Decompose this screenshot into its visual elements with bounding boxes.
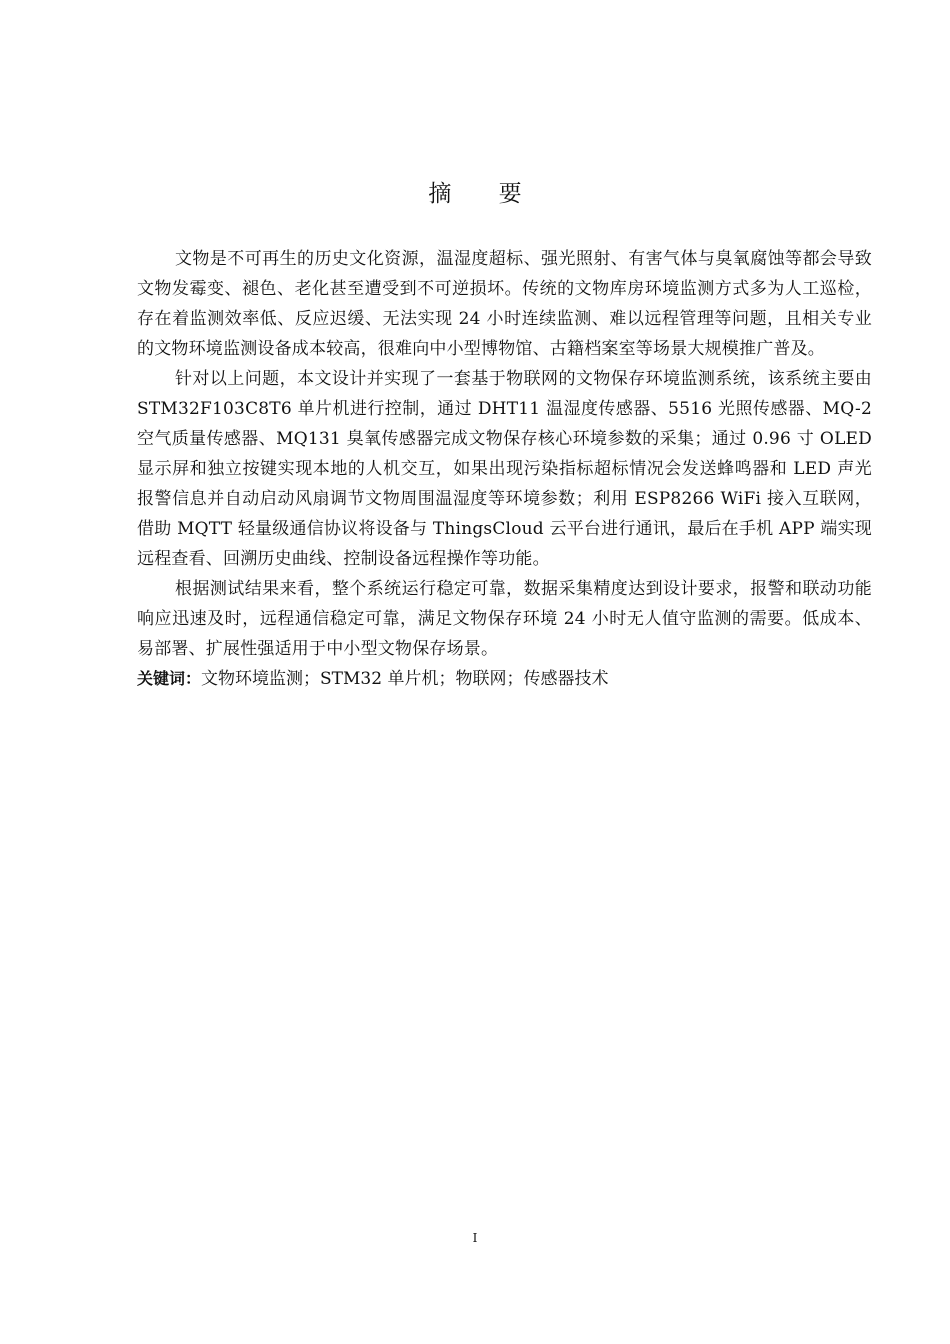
keywords-line xyxy=(137,664,872,694)
abstract-paragraph-3: 根据测试结果来看，整个系统运行稳定可靠，数据采集精度达到设计要求，报警和联动功能响应迅速及时，远程通信稳定可靠，满足文物保存环境 24 小时无人值守监测的需要。低成本、易部署、扩展性强适用于中小型文物保存场景。 xyxy=(137,579,872,659)
page-number: I xyxy=(472,1231,478,1245)
keywords-text: 文物环境监测；STM32 单片机；物联网；传感器技术 xyxy=(201,669,609,689)
keywords-label: 关键词： xyxy=(137,669,202,688)
abstract-body xyxy=(137,244,872,694)
page-title: 摘 要 xyxy=(428,181,542,207)
abstract-paragraph-1: 文物是不可再生的历史文化资源，温湿度超标、强光照射、有害气体与臭氧腐蚀等都会导致文物发霉变、褪色、老化甚至遭受到不可逆损坏。传统的文物库房环境监测方式多为人工巡检，存在着监测效率低、反应迟缓、无法实现 24 小时连续监测、难以远程管理等问题，且相关专业的文物环境监测设备成本较高，很难向中小型博物馆、古籍档案室等场景大规模推广普及。 xyxy=(137,249,872,359)
abstract-paragraph-2: 针对以上问题，本文设计并实现了一套基于物联网的文物保存环境监测系统，该系统主要由 STM32F103C8T6 单片机进行控制，通过 DHT11 温湿度传感器、5516 光照传感器、MQ-2 空气质量传感器、MQ131 臭氧传感器完成文物保存核心环境参数的采集；通过 0.96 寸 OLED 显示屏和独立按键实现本地的人机交互，如果出现污染指标超标情况会发送蜂鸣器和 LED 声光报警信息并自动启动风扇调节文物周围温湿度等环境参数；利用 ESP8266 WiFi 接入互联网，借助 MQTT 轻量级通信协议将设备与 ThingsCloud 云平台进行通讯，最后在手机 APP 端实现远程查看、回溯历史曲线、控制设备远程操作等功能。 xyxy=(137,369,872,569)
